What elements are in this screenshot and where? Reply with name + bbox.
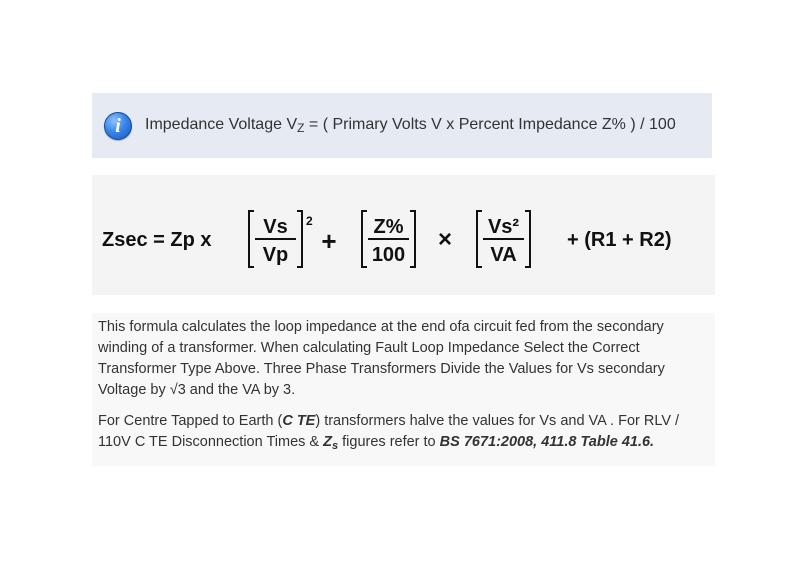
exponent: 2 (306, 214, 313, 228)
fraction-vs-vp (249, 211, 302, 267)
description-paragraph: This formula calculates the loop impedance at the end ofa circuit fed from the secondary winding of a transformer. When calculating Fault Loop Impedance Select the Correct Transformer Type Above. Three Phase Transformers Divide the Values for Vs secondary Voltage by √3 and the VA by 3. (98, 319, 665, 398)
info-callout (92, 93, 712, 158)
bracket-right (525, 211, 530, 267)
times-sign: × (437, 226, 453, 253)
fraction-numerator: Vs (263, 216, 288, 238)
secondary-impedance-formula (92, 175, 715, 295)
fraction-denominator: Vp (262, 244, 289, 266)
plus-sign: + (321, 226, 337, 256)
bracket-left (477, 211, 482, 267)
formula-graphic (92, 175, 715, 295)
formula-tail: + (R1 + R2) (567, 229, 672, 251)
fraction-denominator: VA (490, 244, 517, 266)
impedance-voltage-formula: Impedance Voltage $V_Z$ = ( Primary Volts V x Percent Impedance Z% ) / 100 (145, 116, 676, 135)
info-icon: i (104, 112, 132, 140)
bracket-right (410, 211, 415, 267)
formula-lhs: Zsec = Zp x (102, 229, 212, 251)
fraction-numerator: Vs² (487, 216, 520, 238)
fraction-vs2-va (477, 211, 530, 267)
formula-description (92, 313, 715, 466)
fraction-denominator: 100 (371, 244, 406, 266)
description-paragraph: For Centre Tapped to Earth (C TE) transformers halve the values for Vs and VA . For RLV / 110V C TE Disconnection Times & $Z_s$ figures refer to BS 7671:2008, 411.8 Table 41.6. (98, 413, 680, 452)
fraction-z-percent (362, 211, 415, 267)
bracket-right (297, 211, 302, 267)
bracket-left (362, 211, 367, 267)
fraction-numerator: Z% (373, 216, 404, 238)
bracket-left (249, 211, 254, 267)
